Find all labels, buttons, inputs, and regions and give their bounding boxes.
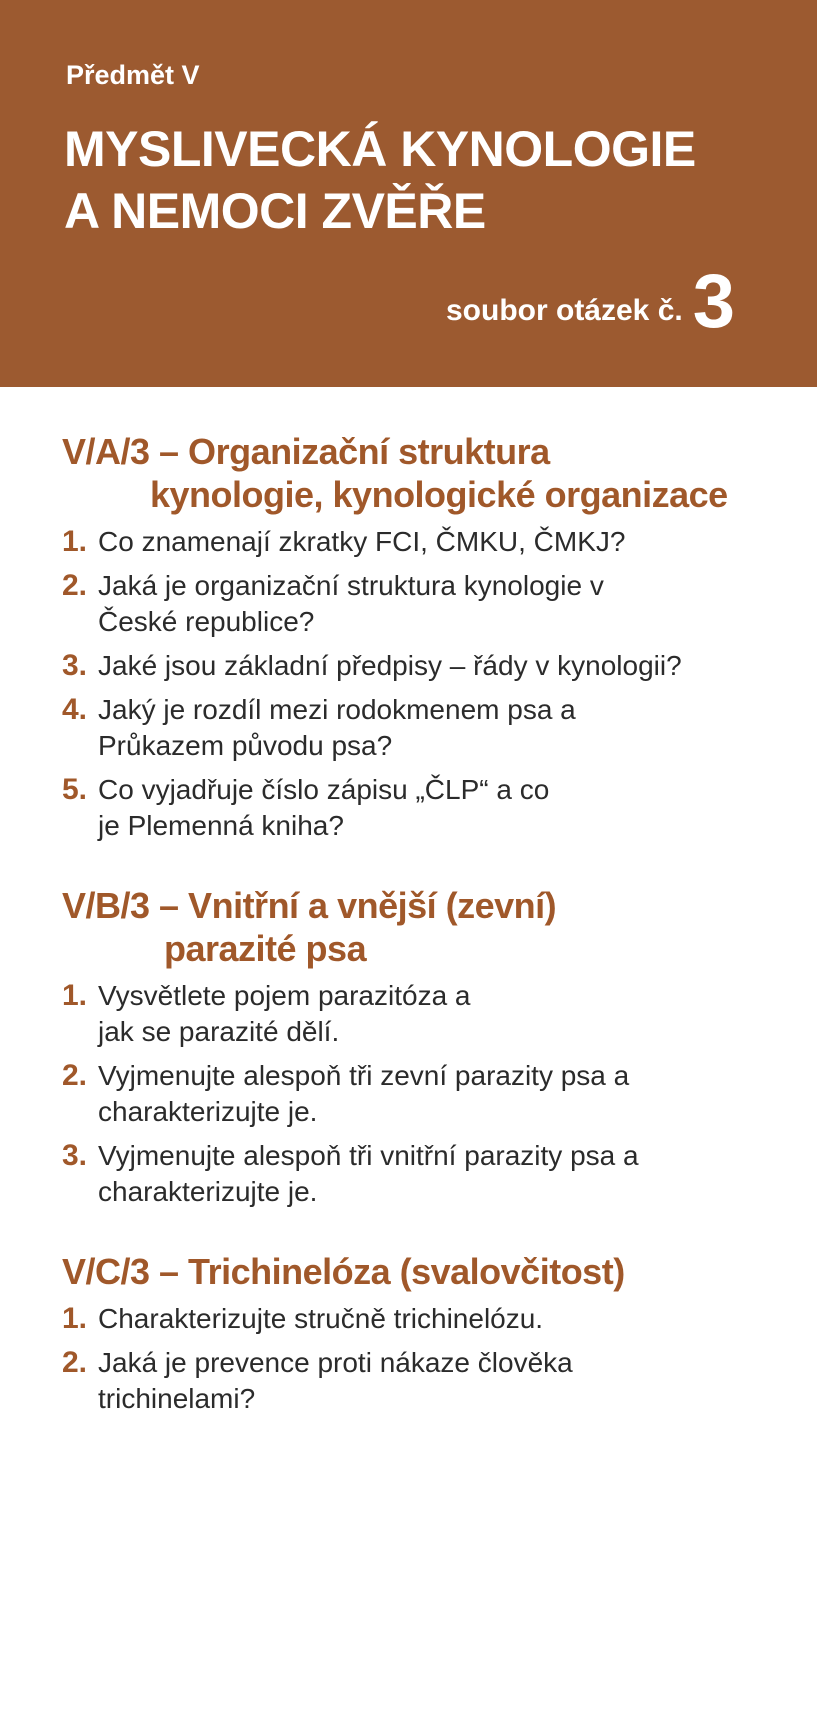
question-item [62,1058,802,1130]
question-text: Jaké jsou základní předpisy – řády v kynologii? [98,650,682,681]
section-heading [62,1250,802,1293]
set-number: 3 [692,259,735,344]
section-heading-line-1: V/C/3 – Trichinelóza (svalovčitost) [62,1251,625,1292]
question-number: 2. [62,1346,88,1379]
question-text: Vyjmenujte alespoň tři vnitřní parazity psa a charakterizujte je. [98,1140,639,1207]
page-title [64,118,696,242]
question-item [62,772,802,844]
section-c [62,1250,802,1417]
question-text: Co vyjadřuje číslo zápisu „ČLP“ a co je Plemenná kniha? [98,774,550,841]
section-b [62,884,802,1210]
section-heading-line-2: parazité psa [164,928,367,969]
question-number: 3. [62,649,88,682]
section-heading-line-2: kynologie, kynologické organizace [150,474,728,515]
title-line-2: A NEMOCI ZVĚŘE [64,183,486,239]
question-number: 1. [62,1302,88,1335]
section-heading-line-1: V/B/3 – Vnitřní a vnější (zevní) [62,885,557,926]
question-item [62,692,802,764]
question-text: Jaká je prevence proti nákaze člověka trichinelami? [98,1347,573,1414]
content [62,430,802,1457]
question-text: Charakterizujte stručně trichinelózu. [98,1303,544,1334]
question-item [62,648,802,684]
question-number: 2. [62,1059,88,1092]
question-text: Jaká je organizační struktura kynologie v České republice? [98,570,604,637]
set-label: soubor otázek č. [446,294,683,327]
question-item [62,568,802,640]
section-heading [62,884,802,970]
question-text: Vysvětlete pojem parazitóza a jak se parazité dělí. [98,980,471,1047]
question-number: 3. [62,1139,88,1172]
question-text: Co znamenají zkratky FCI, ČMKU, ČMKJ? [98,526,626,557]
title-line-1: MYSLIVECKÁ KYNOLOGIE [64,121,696,177]
section-heading [62,430,802,516]
question-number: 5. [62,773,88,806]
question-text: Jaký je rozdíl mezi rodokmenem psa a Průkazem původu psa? [98,694,576,761]
question-text: Vyjmenujte alespoň tři zevní parazity psa a charakterizujte je. [98,1060,630,1127]
question-number: 2. [62,569,88,602]
question-number: 1. [62,979,88,1012]
question-number: 4. [62,693,88,726]
question-item [62,978,802,1050]
question-item [62,1301,802,1337]
question-item [62,1138,802,1210]
section-heading-line-1: V/A/3 – Organizační struktura [62,431,550,472]
subject-label: Předmět V [66,60,200,90]
header-banner [0,0,817,387]
section-a [62,430,802,844]
question-item [62,524,802,560]
question-number: 1. [62,525,88,558]
question-set [446,259,735,344]
question-item [62,1345,802,1417]
